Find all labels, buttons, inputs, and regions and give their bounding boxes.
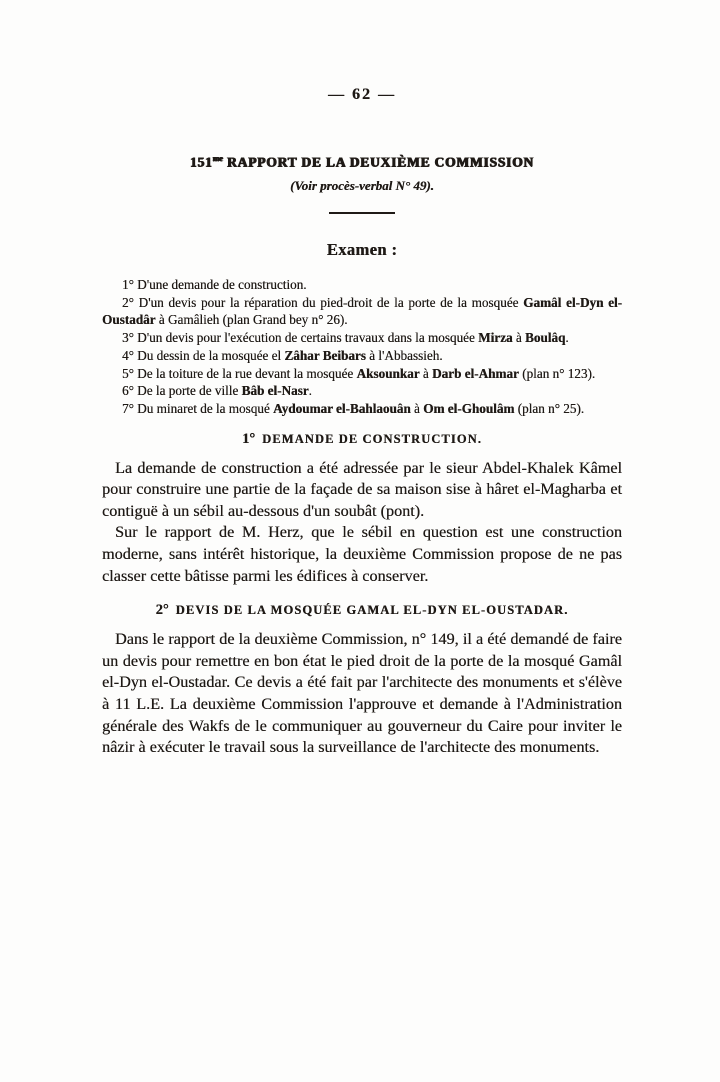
section-2-title: DEVIS DE LA MOSQUÉE GAMAL EL-DYN EL-OUSTADAR. (175, 603, 569, 618)
report-subtitle: (Voir procès-verbal N° 49). (290, 177, 434, 193)
list-item (102, 347, 622, 365)
section-1-title: DEMANDE DE CONSTRUCTION. (262, 431, 482, 446)
list-item-text: à Gamâlieh (plan Grand bey n° 26). (155, 312, 348, 328)
list-item-text: 3° D'un devis pour l'exécution de certains travaux dans la mosquée (122, 330, 479, 346)
monument-name: Mirza (478, 330, 513, 346)
list-item (102, 382, 622, 400)
list-item (102, 276, 622, 294)
paragraph: La demande de construction a été adressée par le sieur Abdel-Khalek Kâmel pour construire une partie de la façade de sa maison sise à hâret el-Magharba et contiguë à un sébil au-dessous d'un soubât (pont). (102, 458, 622, 520)
section-2-heading (102, 602, 622, 619)
list-item-text: à (419, 365, 433, 381)
monument-name: Bâb el-Nasr (241, 383, 309, 399)
list-item-text: 7° Du minaret de la mosqué (122, 400, 274, 416)
examen-heading: Examen : (326, 240, 398, 259)
list-item-text: . (308, 383, 312, 399)
section-1-heading (102, 431, 622, 448)
examen-list (102, 276, 622, 418)
report-title-number: 151 (189, 154, 213, 170)
monument-name: Aksounkar (356, 365, 420, 381)
list-item (102, 400, 622, 418)
paragraph: Sur le rapport de M. Herz, que le sébil en question est une construction moderne, sans intérêt historique, la deuxième Commission propose de ne pas classer cette bâtisse parmi les édifices à conserver. (102, 523, 622, 585)
paragraph: Dans le rapport de la deuxième Commission, n° 149, il a été demandé de faire un devis pour remettre en bon état le pied droit de la porte de la mosqué Gamâl el-Dyn el-Oustadar. Ce devis a été fait par l'architecte des monuments et s'élève à 11 L.E. La deuxième Commission l'approuve et demande à l'Administration générale des Wakfs de le communiquer au gouverneur du Caire pour inviter le nâzir à exécuter le travail sous la surveillance de l'architecte des monuments. (102, 630, 622, 757)
monument-name: Aydoumar el-Bahlaouân (273, 400, 411, 416)
list-item-text: 6° De la porte de ville (122, 383, 242, 399)
page-number: — 62 — (328, 86, 396, 103)
section-2-number: 2° (155, 602, 169, 619)
monument-name: Darb el-Ahmar (432, 365, 519, 381)
list-item-text: à (512, 330, 525, 346)
list-item (102, 329, 622, 347)
list-item-text: 2° D'un devis pour la réparation du pied-droit de la porte de la mosquée (122, 294, 524, 310)
list-item-text: à (410, 400, 424, 416)
list-item-text: . (565, 330, 569, 346)
list-item-text: 5° De la toiture de la rue devant la mosquée (122, 365, 357, 381)
list-item-text: (plan n° 123). (518, 365, 596, 381)
monument-name: Zâhar Beibars (284, 347, 366, 363)
list-item (102, 294, 622, 329)
separator-rule (329, 212, 395, 215)
list-item-text: 4° Du dessin de la mosquée el (122, 347, 285, 363)
monument-name: Boulâq (524, 330, 566, 346)
section-1-number: 1° (242, 430, 256, 447)
section-devis-mosquee (102, 602, 622, 759)
list-item-text: 1° D'une demande de construction. (122, 277, 307, 292)
list-item-text: à l'Abbassieh. (365, 347, 443, 363)
report-title-ordinal: me (212, 154, 223, 163)
list-item-text: (plan n° 25). (514, 400, 585, 416)
monument-name: Om el-Ghoulâm (423, 400, 515, 416)
report-title-text: RAPPORT DE LA DEUXIÈME COMMISSION (222, 154, 534, 170)
monument-name: Gamâl el-Dyn el-Oustadâr (102, 294, 622, 328)
section-demande-construction (102, 431, 622, 588)
list-item (102, 365, 622, 383)
report-title (102, 154, 622, 171)
